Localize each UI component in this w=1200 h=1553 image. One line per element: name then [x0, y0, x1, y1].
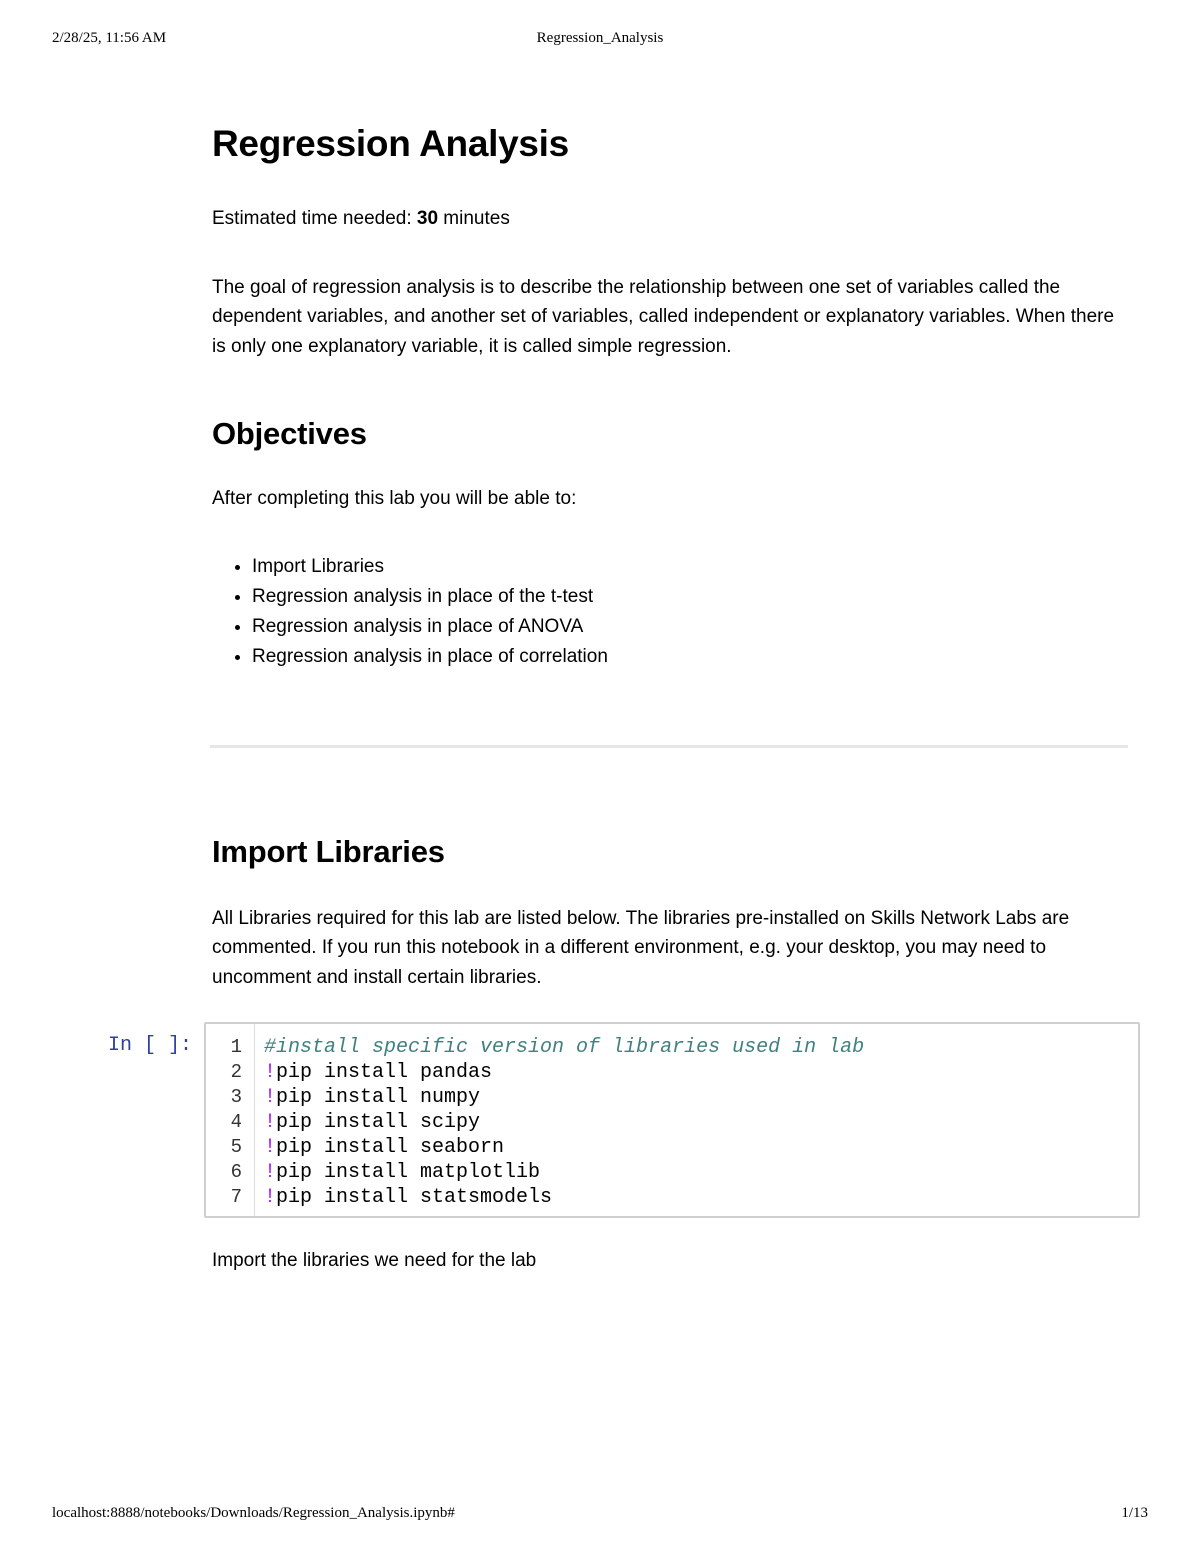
estimated-time-suffix: minutes	[438, 208, 510, 229]
line-number: 1	[230, 1036, 242, 1058]
objectives-intro: After completing this lab you will be able to:	[212, 488, 577, 509]
shell-bang: !	[264, 1061, 277, 1084]
estimated-time-prefix: Estimated time needed:	[212, 208, 417, 229]
input-prompt: In [ ]:	[108, 1034, 193, 1057]
goal-paragraph: The goal of regression analysis is to describe the relationship between one set of variables called the dependent variables, and another set of variables, called independent or explanatory variables. When there is only one explanatory variable, it is called simple regression.	[212, 276, 1115, 357]
code-line	[264, 1161, 540, 1184]
code-line	[264, 1186, 552, 1209]
code-command: pip install pandas	[276, 1061, 493, 1084]
print-url: localhost:8888/notebooks/Downloads/Regression_Analysis.ipynb#	[52, 1505, 455, 1521]
code-line	[264, 1136, 504, 1159]
after-cell-text: Import the libraries we need for the lab	[212, 1250, 537, 1271]
line-number-gutter	[206, 1024, 255, 1216]
line-number: 4	[230, 1111, 242, 1133]
line-number: 7	[230, 1186, 242, 1208]
import-libraries-heading: Import Libraries	[212, 833, 445, 869]
section-divider	[210, 745, 1128, 748]
print-title: Regression_Analysis	[536, 30, 664, 46]
code-command: pip install numpy	[276, 1086, 481, 1109]
list-item: • Regression analysis in place of correlation	[252, 642, 1132, 672]
code-command: pip install matplotlib	[276, 1161, 541, 1184]
line-number: 6	[230, 1161, 242, 1183]
estimated-time	[212, 204, 1132, 234]
objectives-list	[212, 552, 1132, 672]
print-header	[0, 30, 1200, 50]
shell-bang: !	[264, 1186, 277, 1209]
code-command: pip install scipy	[276, 1111, 481, 1134]
line-number: 2	[230, 1061, 242, 1083]
line-number: 3	[230, 1086, 242, 1108]
shell-bang: !	[264, 1161, 277, 1184]
list-item: • Import Libraries	[252, 552, 1132, 582]
print-datetime: 2/28/25, 11:56 AM	[52, 30, 167, 46]
page-number: 1/13	[1121, 1505, 1148, 1521]
code-command: pip install seaborn	[276, 1136, 505, 1159]
print-footer	[0, 1505, 1200, 1525]
code-line	[264, 1111, 480, 1134]
shell-bang: !	[264, 1086, 277, 1109]
code-editor[interactable]	[204, 1022, 1140, 1218]
import-libraries-paragraph: All Libraries required for this lab are listed below. The libraries pre-installed on Skills Network Labs are commented. If you run this notebook in a different environment, e.g. your desktop, you may need to uncomment and install certain libraries.	[212, 907, 1070, 988]
shell-bang: !	[264, 1111, 277, 1134]
objectives-heading: Objectives	[212, 416, 367, 451]
code-command: pip install statsmodels	[276, 1186, 553, 1209]
shell-bang: !	[264, 1136, 277, 1159]
code-comment: #install specific version of libraries used in lab	[264, 1036, 865, 1059]
notebook-content	[212, 118, 1132, 992]
line-number: 5	[230, 1136, 242, 1158]
list-item: • Regression analysis in place of ANOVA	[252, 612, 1132, 642]
code-line	[264, 1086, 480, 1109]
code-line	[264, 1061, 492, 1084]
estimated-time-value: 30	[416, 208, 439, 229]
page-title: Regression Analysis	[212, 123, 569, 164]
list-item: • Regression analysis in place of the t-test	[252, 582, 1132, 612]
